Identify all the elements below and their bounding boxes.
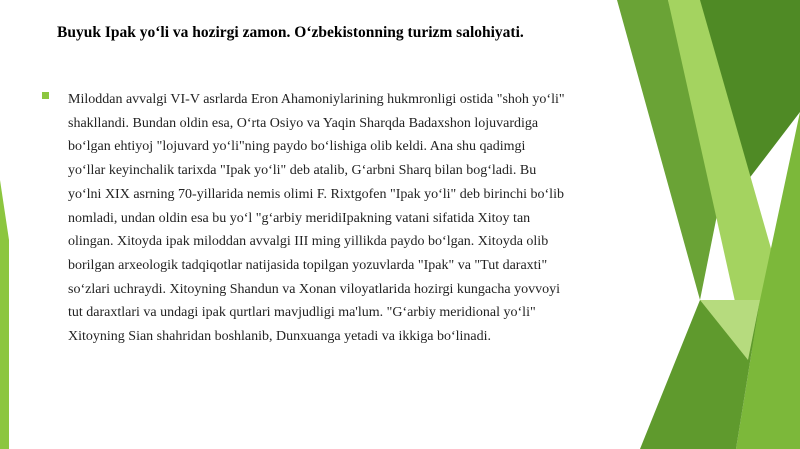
left-edge-facet bbox=[0, 180, 9, 449]
body-line: olingan. Xitoyda ipak miloddan avvalgi III ming yillikda paydo bo‘lgan. Xitoyda olib bbox=[68, 234, 549, 250]
body-line: shakllandi. Bundan oldin esa, O‘rta Osiyo va Yaqin Sharqda Badaxshon lojuvardiga bbox=[68, 115, 539, 131]
body-line: yo‘lni XIX asrning 70-yillarida nemis olimi F. Rixtgofen "Ipak yo‘li" deb birinchi bo‘lib bbox=[68, 186, 564, 202]
slide-body-text bbox=[68, 88, 628, 349]
body-line: yo‘llar keyinchalik tarixda "Ipak yo‘li" deb atalib, G‘arbni Sharq bilan bog‘ladi. Bu bbox=[68, 163, 537, 179]
body-line: tut daraxtlari va undagi ipak qurtlari mavjudligi ma'lum. "G‘arbiy meridional yo‘li" bbox=[68, 305, 536, 321]
slide-title: Buyuk Ipak yo‘li va hozirgi zamon. O‘zbekistonning turizm salohiyati. bbox=[57, 24, 524, 41]
body-line: Xitoyning Sian shahridan boshlanib, Dunxuanga yetadi va ikkiga bo‘linadi. bbox=[68, 329, 492, 345]
body-line: nomladi, undan oldin esa bu yo‘l "g‘arbiy meridiIpakning vatani sifatida Xitoy tan bbox=[68, 210, 531, 226]
body-line: Miloddan avvalgi VI-V asrlarda Eron Ahamoniylarining hukmronligi ostida "shoh yo‘li" bbox=[68, 92, 565, 107]
body-line: so‘zlari uchraydi. Xitoyning Shandun va Xonan viloyatlarida hozirgi kungacha yovvoyi bbox=[68, 281, 560, 297]
bullet-marker bbox=[42, 92, 49, 99]
body-line: bo‘lgan ehtiyoj "lojuvard yo‘li"ning paydo bo‘lishiga olib keldi. Ana shu qadimgi bbox=[68, 139, 526, 155]
body-line: borilgan arxeologik tadqiqotlar natijasida topilgan yozuvlarda "Ipak" va "Tut daraxti" bbox=[68, 257, 548, 273]
